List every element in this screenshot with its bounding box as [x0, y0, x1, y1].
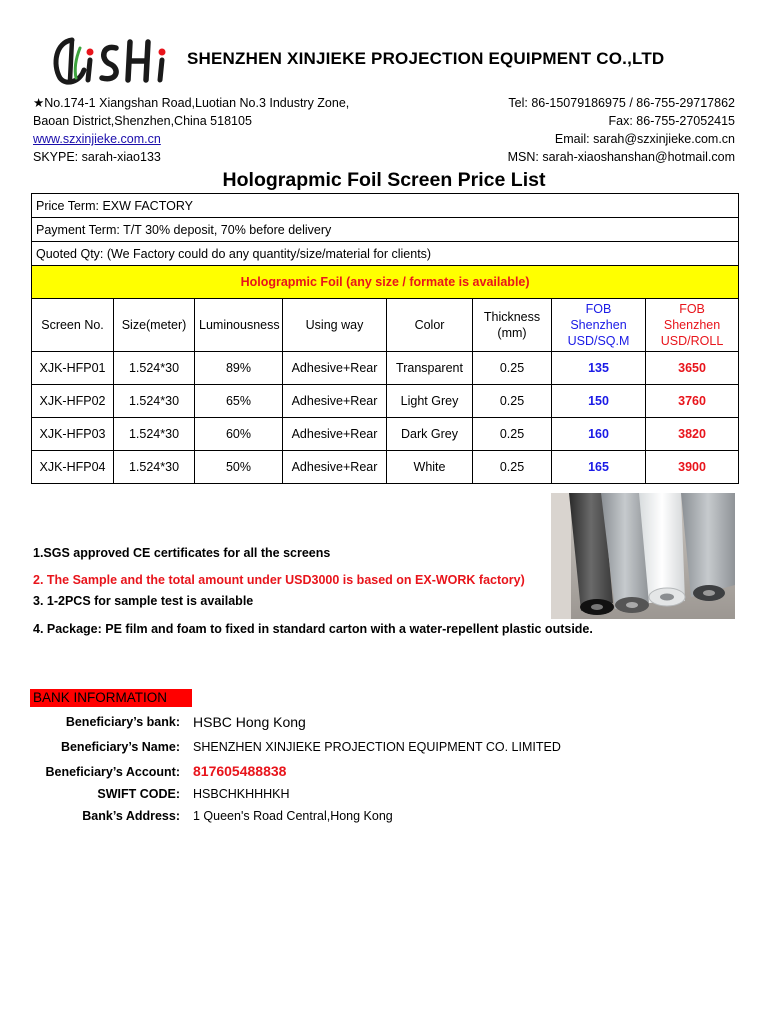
- website-link[interactable]: www.szxinjieke.com.cn: [33, 132, 161, 146]
- note-sgs: 1.SGS approved CE certificates for all the screens: [33, 546, 331, 560]
- cell-size: 1.524*30: [114, 385, 195, 418]
- address-line-1: ★No.174-1 Xiangshan Road,Luotian No.3 Industry Zone,: [33, 96, 350, 110]
- cell-using-way: Adhesive+Rear: [283, 451, 387, 484]
- cell-thickness: 0.25: [473, 451, 552, 484]
- price-table: [31, 193, 739, 484]
- header-thickness: Thickness (mm): [473, 299, 552, 352]
- bank-label-swift: SWIFT CODE:: [97, 787, 180, 801]
- address-line-2: Baoan District,Shenzhen,China 518105: [33, 114, 252, 128]
- quoted-qty: Quoted Qty: (We Factory could do any quantity/size/material for clients): [32, 242, 739, 266]
- cell-size: 1.524*30: [114, 418, 195, 451]
- bank-value-account: 817605488838: [193, 763, 287, 779]
- contact-right: [508, 94, 735, 166]
- fax: Fax: 86-755-27052415: [608, 114, 735, 128]
- table-header-row: [32, 299, 739, 352]
- section-title: Holograpmic Foil (any size / formate is available): [32, 266, 739, 299]
- bank-label-address: Bank’s Address:: [82, 809, 180, 823]
- cell-luminousness: 50%: [195, 451, 283, 484]
- cell-thickness: 0.25: [473, 385, 552, 418]
- bank-label-bank: Beneficiary’s bank:: [65, 715, 180, 729]
- cell-fob-sqm: 160: [552, 418, 646, 451]
- price-term: Price Term: EXW FACTORY: [32, 194, 739, 218]
- header-size: Size(meter): [114, 299, 195, 352]
- company-name: SHENZHEN XINJIEKE PROJECTION EQUIPMENT CO.,LTD: [187, 49, 665, 68]
- note-sample: 2. The Sample and the total amount under USD3000 is based on EX-WORK factory): [33, 573, 525, 587]
- product-photo: [551, 493, 735, 619]
- cell-color: Transparent: [387, 352, 473, 385]
- bank-value-name: SHENZHEN XINJIEKE PROJECTION EQUIPMENT CO. LIMITED: [193, 740, 561, 754]
- tel: Tel: 86-15079186975 / 86-755-29717862: [508, 96, 735, 110]
- cell-thickness: 0.25: [473, 418, 552, 451]
- msn: MSN: sarah-xiaoshanshan@hotmail.com: [507, 150, 735, 164]
- contact-left: [33, 94, 349, 166]
- company-logo: [50, 34, 175, 86]
- bank-heading: BANK INFORMATION: [30, 689, 192, 707]
- table-row: [32, 352, 739, 385]
- cell-screen-no: XJK-HFP02: [32, 385, 114, 418]
- price-list-title: Holograpmic Foil Screen Price List: [222, 169, 546, 191]
- header-using-way: Using way: [283, 299, 387, 352]
- header-fob-sqm: FOB Shenzhen USD/SQ.M: [552, 299, 646, 352]
- header-fob-roll: FOB Shenzhen USD/ROLL: [646, 299, 739, 352]
- cell-fob-sqm: 135: [552, 352, 646, 385]
- cell-screen-no: XJK-HFP03: [32, 418, 114, 451]
- cell-color: White: [387, 451, 473, 484]
- cell-fob-roll: 3820: [646, 418, 739, 451]
- bank-label-name: Beneficiary’s Name:: [60, 740, 180, 754]
- table-row: [32, 385, 739, 418]
- cell-fob-roll: 3650: [646, 352, 739, 385]
- bank-label-account: Beneficiary’s Account:: [45, 765, 180, 779]
- cell-luminousness: 65%: [195, 385, 283, 418]
- bank-value-swift: HSBCHKHHHKH: [193, 787, 290, 801]
- note-package: 4. Package: PE film and foam to fixed in standard carton with a water-repellent plastic outside.: [33, 622, 593, 636]
- cell-size: 1.524*30: [114, 352, 195, 385]
- bank-value-address: 1 Queen's Road Central,Hong Kong: [193, 809, 393, 823]
- bank-value-bank: HSBC Hong Kong: [193, 714, 306, 730]
- cell-using-way: Adhesive+Rear: [283, 352, 387, 385]
- cell-screen-no: XJK-HFP04: [32, 451, 114, 484]
- cell-using-way: Adhesive+Rear: [283, 418, 387, 451]
- header-luminousness: Luminousness: [195, 299, 283, 352]
- cell-fob-roll: 3900: [646, 451, 739, 484]
- cell-color: Dark Grey: [387, 418, 473, 451]
- cell-screen-no: XJK-HFP01: [32, 352, 114, 385]
- payment-term: Payment Term: T/T 30% deposit, 70% before delivery: [32, 218, 739, 242]
- skype: SKYPE: sarah-xiao133: [33, 150, 161, 164]
- table-row: [32, 418, 739, 451]
- cell-fob-sqm: 165: [552, 451, 646, 484]
- header-screen-no: Screen No.: [32, 299, 114, 352]
- cell-thickness: 0.25: [473, 352, 552, 385]
- header-color: Color: [387, 299, 473, 352]
- cell-fob-sqm: 150: [552, 385, 646, 418]
- table-row: [32, 451, 739, 484]
- cell-size: 1.524*30: [114, 451, 195, 484]
- cell-color: Light Grey: [387, 385, 473, 418]
- cell-luminousness: 60%: [195, 418, 283, 451]
- email: Email: sarah@szxinjieke.com.cn: [554, 132, 735, 146]
- cell-using-way: Adhesive+Rear: [283, 385, 387, 418]
- cell-fob-roll: 3760: [646, 385, 739, 418]
- note-sample-test: 3. 1-2PCS for sample test is available: [33, 594, 254, 608]
- cell-luminousness: 89%: [195, 352, 283, 385]
